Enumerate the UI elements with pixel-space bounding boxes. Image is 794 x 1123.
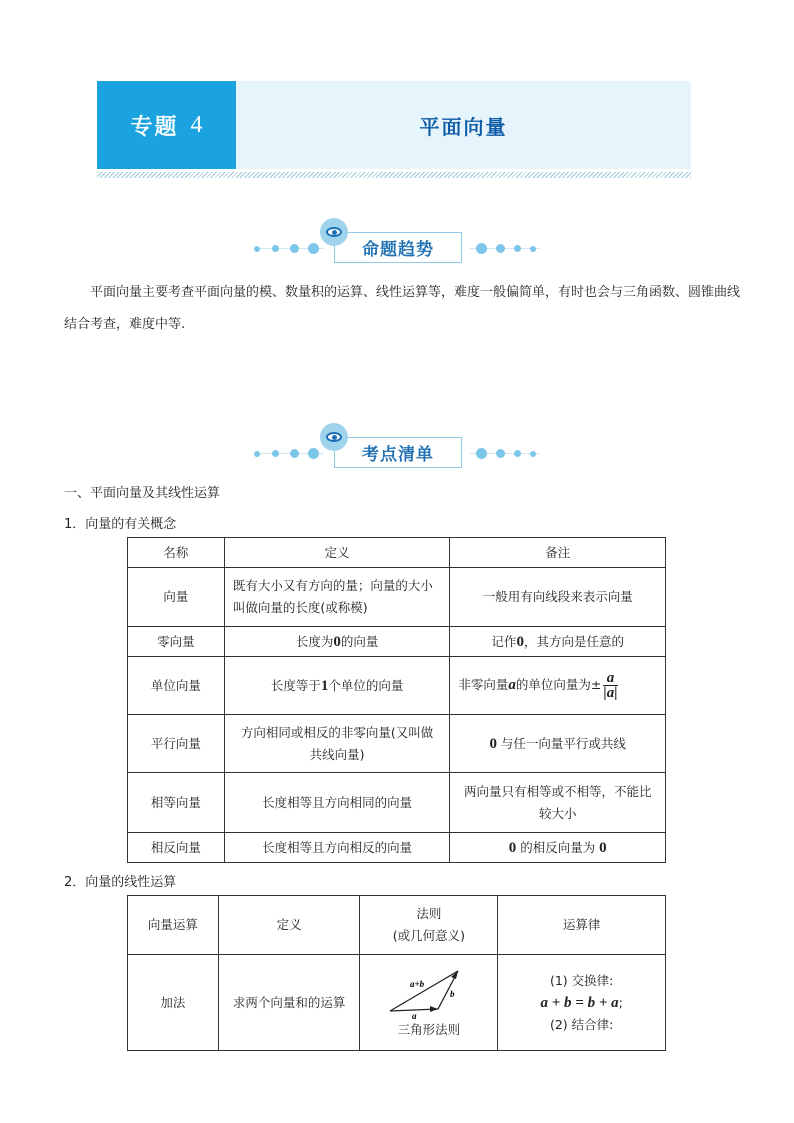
term-cell: 向量 bbox=[128, 568, 225, 627]
topic-banner bbox=[97, 81, 691, 169]
term-cell: 单位向量 bbox=[128, 657, 225, 715]
table-row bbox=[128, 833, 666, 863]
topic-number-box bbox=[97, 81, 236, 169]
note-cell: 两向量只有相等或不相等，不能比较大小 bbox=[450, 773, 666, 833]
definition-cell: 长度相等且方向相同的向量 bbox=[224, 773, 450, 833]
definition-cell: 长度等于1个单位的向量 bbox=[224, 657, 450, 715]
table-row bbox=[128, 773, 666, 833]
section-badge: 命题趋势 bbox=[334, 232, 462, 263]
table-header: 备注 bbox=[450, 538, 666, 568]
part-title: 一、平面向量及其线性运算 bbox=[64, 486, 221, 501]
definition-cell: 求两个向量和的运算 bbox=[218, 955, 360, 1051]
note-cell: 0 的相反向量为 0 bbox=[450, 833, 666, 863]
eye-icon bbox=[320, 218, 348, 246]
section-heading-checklist bbox=[240, 423, 540, 469]
associative-label: (2) 结合律: bbox=[549, 1016, 614, 1032]
note-cell: 0 与任一向量平行或共线 bbox=[450, 715, 666, 773]
linear-operations-table bbox=[127, 895, 666, 1051]
item-title: 1．向量的有关概念 bbox=[64, 517, 177, 532]
operation-cell: 加法 bbox=[128, 955, 219, 1051]
table-row bbox=[128, 955, 666, 1051]
vector-concepts-table bbox=[127, 537, 666, 863]
table-row bbox=[128, 627, 666, 657]
topic-label: 专题 bbox=[130, 113, 179, 140]
table-header: 定义 bbox=[218, 896, 360, 955]
table-header: 定义 bbox=[224, 538, 450, 568]
term-cell: 平行向量 bbox=[128, 715, 225, 773]
term-cell: 相反向量 bbox=[128, 833, 225, 863]
banner-divider bbox=[97, 172, 691, 178]
topic-number: 4 bbox=[190, 111, 203, 138]
note-cell: 一般用有向线段来表示向量 bbox=[450, 568, 666, 627]
table-header: 法则 (或几何意义) bbox=[360, 896, 498, 955]
section-badge: 考点清单 bbox=[334, 437, 462, 468]
definition-cell: 方向相同或相反的非零向量(又叫做共线向量) bbox=[224, 715, 450, 773]
unit-vector-fraction: $\frac{a}{|a|}$ bbox=[603, 670, 618, 701]
rule-caption: 三角形法则 bbox=[397, 1021, 461, 1037]
table-row bbox=[128, 715, 666, 773]
table-header: 运算律 bbox=[498, 896, 666, 955]
table-header: 名称 bbox=[128, 538, 225, 568]
commutative-formula: a + b = b + a; bbox=[540, 994, 623, 1011]
definition-cell: 长度相等且方向相反的向量 bbox=[224, 833, 450, 863]
trend-paragraph: 平面向量主要考查平面向量的模、数量积的运算、线性运算等，难度一般偏简单，有时也会与三角函数、圆锥曲线结合考查，难度中等. bbox=[64, 285, 741, 332]
eye-icon bbox=[320, 423, 348, 451]
law-cell bbox=[498, 955, 666, 1051]
table-row bbox=[128, 568, 666, 627]
label-b: b bbox=[449, 988, 455, 999]
note-cell: 记作0，其方向是任意的 bbox=[450, 627, 666, 657]
label-sum: a+b bbox=[409, 978, 425, 989]
label-a: a bbox=[411, 1010, 417, 1019]
commutative-label: (1) 交换律: bbox=[549, 972, 614, 988]
term-cell: 零向量 bbox=[128, 627, 225, 657]
section-heading-trend bbox=[240, 218, 540, 264]
rule-cell bbox=[360, 955, 498, 1051]
item-title: 2．向量的线性运算 bbox=[64, 875, 177, 890]
page-title: 平面向量 bbox=[419, 114, 508, 139]
table-header-row bbox=[128, 896, 666, 955]
term-cell: 相等向量 bbox=[128, 773, 225, 833]
definition-cell: 长度为0的向量 bbox=[224, 627, 450, 657]
note-cell: 非零向量a的单位向量为± $\frac{a}{|a|}$ bbox=[450, 657, 666, 715]
definition-cell: 既有大小又有方向的量；向量的大小叫做向量的长度(或称模) bbox=[224, 568, 450, 627]
table-header-row bbox=[128, 538, 666, 568]
table-row bbox=[128, 657, 666, 715]
table-header: 向量运算 bbox=[128, 896, 219, 955]
triangle-rule-diagram bbox=[384, 967, 474, 1019]
